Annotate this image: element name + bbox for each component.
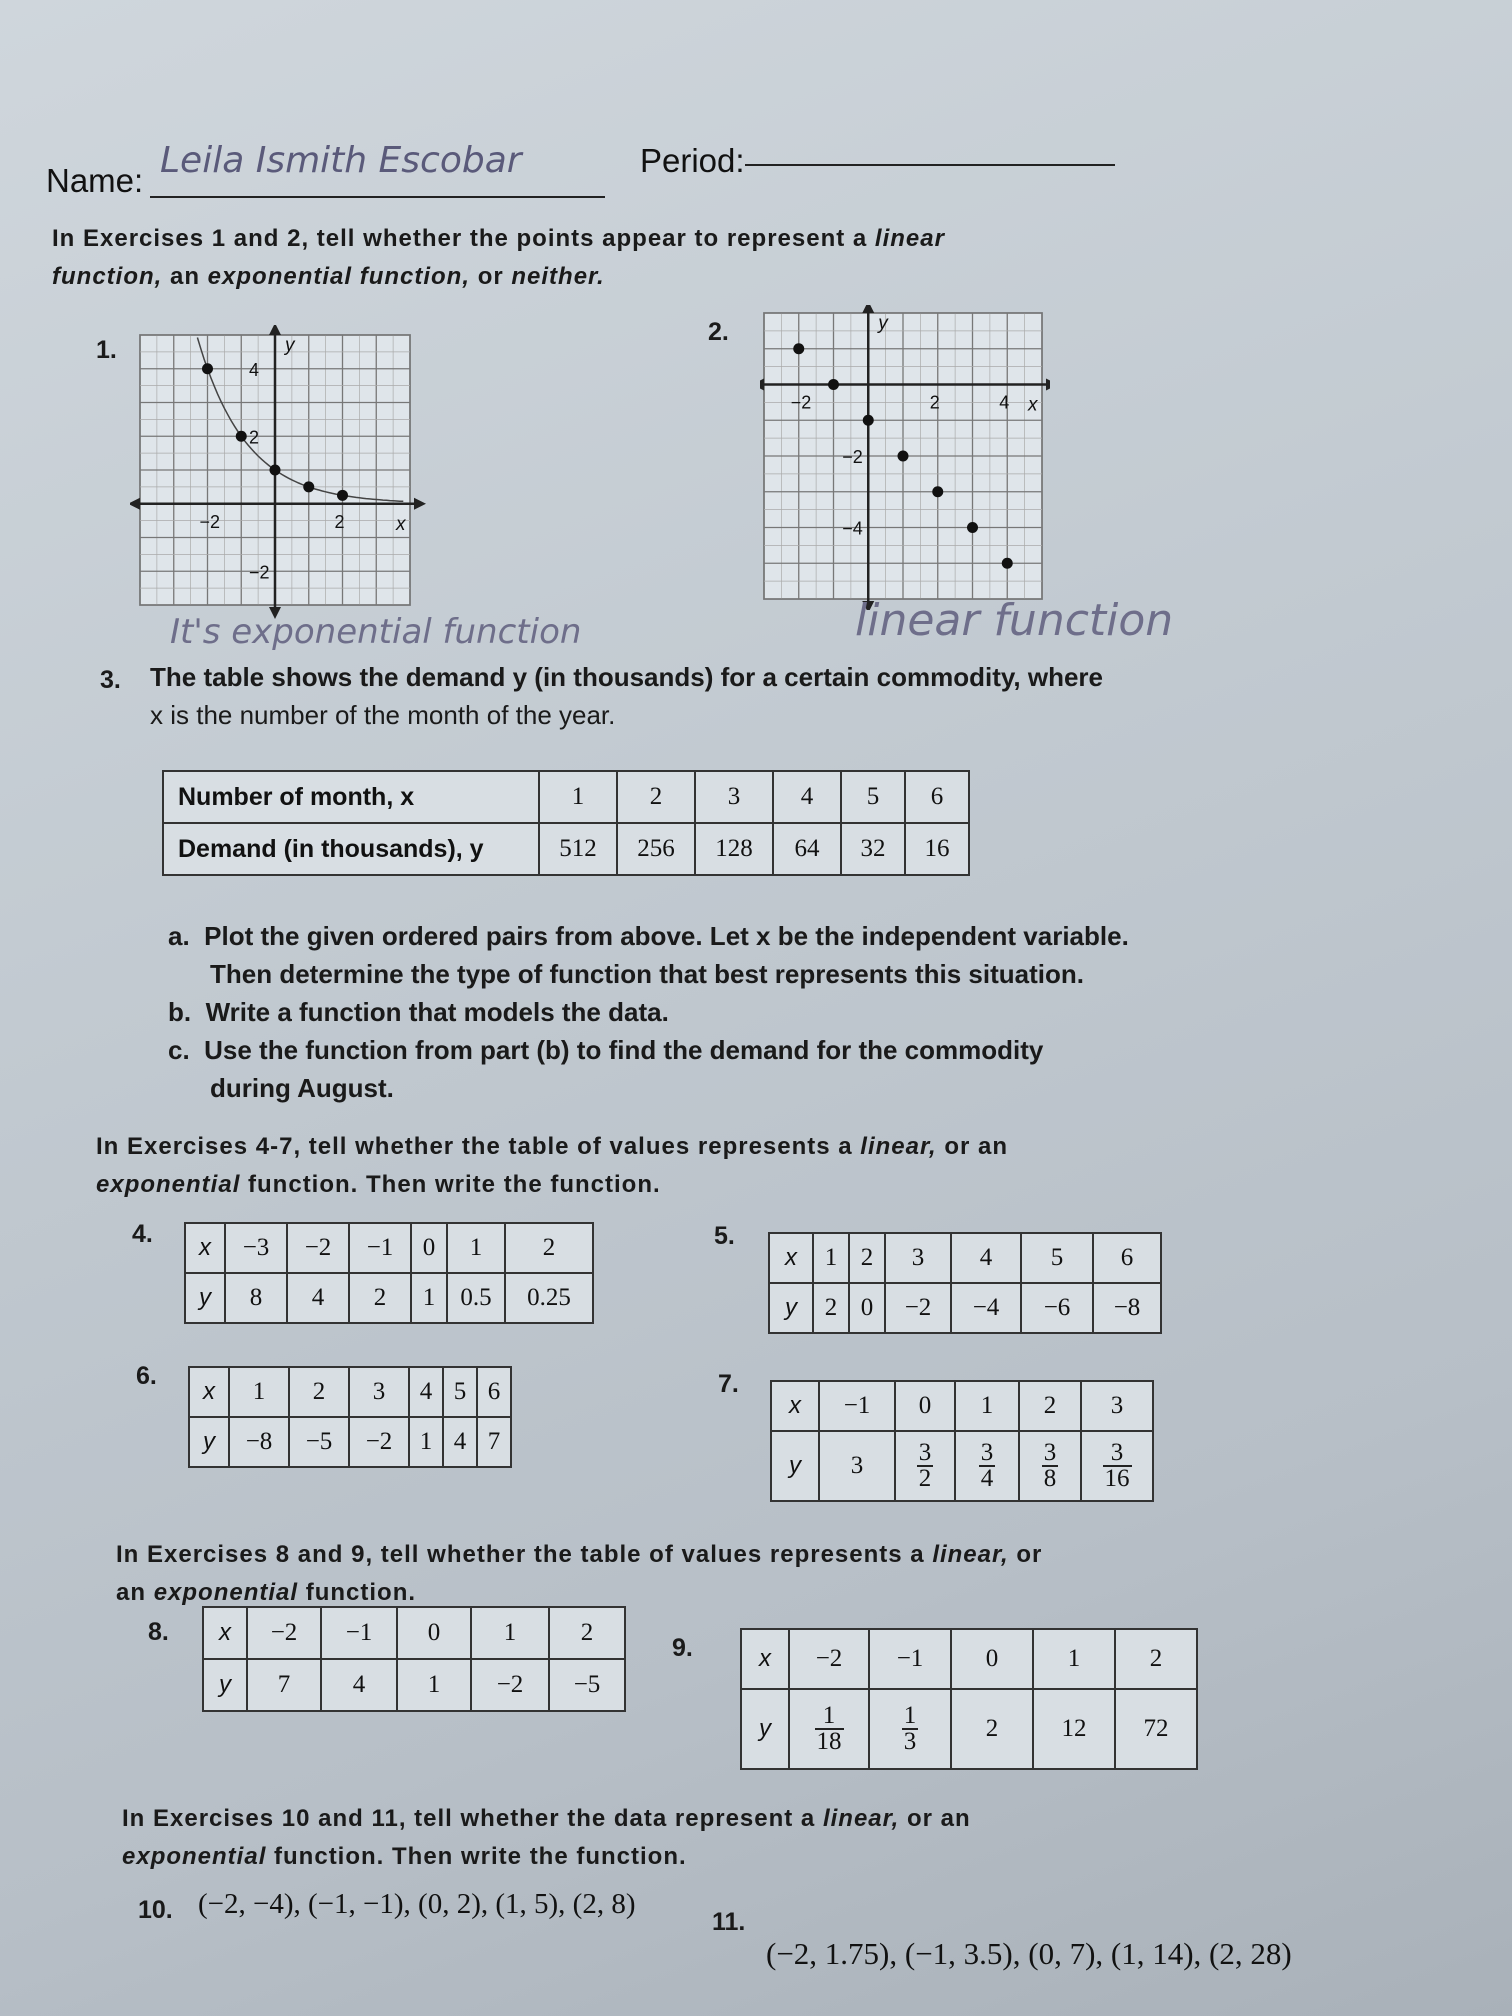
- ex8-table: [202, 1606, 626, 1712]
- ex6-x-cell: 3: [349, 1367, 409, 1417]
- ex8-x-cell: 0: [397, 1607, 471, 1659]
- ex8-x-cell: −1: [321, 1607, 397, 1659]
- data-point: [236, 431, 247, 442]
- ex1-number: 1.: [96, 336, 117, 364]
- x-axis-arrow: [130, 498, 140, 510]
- ex6-y-cell: 4: [443, 1417, 477, 1467]
- ex9-y-cell: [789, 1689, 869, 1769]
- instructions-ex4-7: In Exercises 4-7, tell whether the table of values represents a linear, or an exponential function. Then write the function.: [96, 1133, 1009, 1198]
- ex5-x-cell: 3: [885, 1233, 951, 1283]
- ex3-x-cell: 1: [539, 771, 617, 823]
- ex8-x-cell: −2: [247, 1607, 321, 1659]
- ex4-y-cell: 2: [349, 1273, 411, 1323]
- ex6-x-cell: 6: [477, 1367, 511, 1417]
- data-point: [898, 451, 909, 462]
- ex4-row-y: [185, 1273, 593, 1323]
- ex7-y-cell: 3: [819, 1431, 895, 1501]
- tick-label: 4: [999, 392, 1010, 413]
- ex6-x-cell: 4: [409, 1367, 443, 1417]
- ex4-number: 4.: [132, 1220, 153, 1248]
- tick-label: 2: [929, 392, 940, 413]
- ex3-part-c: c. Use the function from part (b) to find the demand for the commodity: [168, 1035, 1044, 1065]
- x-axis-label: x: [396, 513, 406, 535]
- ex6-table: [188, 1366, 512, 1468]
- ex9-y-cell: 2: [951, 1689, 1033, 1769]
- data-point: [932, 486, 943, 497]
- ex7-y-cell: [1019, 1431, 1081, 1501]
- ex3-row-y: [163, 823, 969, 875]
- ex5-y-cell: 0: [849, 1283, 885, 1333]
- ex3-y-cell: 64: [773, 823, 841, 875]
- ex3-row-x-label: Number of month, x: [163, 771, 539, 823]
- ex6-y-cell: 7: [477, 1417, 511, 1467]
- ex5-x-label: x: [769, 1233, 813, 1283]
- ex5-x-cell: 4: [951, 1233, 1021, 1283]
- ex6-row-y: [189, 1417, 511, 1467]
- x-axis-arrow: [414, 498, 426, 510]
- ex6-y-cell: −8: [229, 1417, 289, 1467]
- fraction: $\frac{3}{16}$: [1104, 1439, 1130, 1492]
- ex7-x-cell: −1: [819, 1381, 895, 1431]
- ex3-parts: [168, 917, 1288, 1107]
- ex3-y-cell: 512: [539, 823, 617, 875]
- ex4-table: [184, 1222, 594, 1324]
- data-point: [1002, 558, 1013, 569]
- tick-label: −2: [790, 392, 812, 413]
- ex8-y-label: y: [203, 1659, 247, 1711]
- ex8-x-cell: 2: [549, 1607, 625, 1659]
- ex7-number: 7.: [718, 1370, 739, 1398]
- ex8-x-label: x: [203, 1607, 247, 1659]
- x-axis-arrow: [1046, 379, 1050, 391]
- ex3-table: [162, 770, 970, 876]
- ex1-graph: [130, 325, 470, 625]
- ex3-part-c-cont: during August.: [210, 1073, 394, 1103]
- fraction: $\frac{3}{8}$: [1043, 1439, 1057, 1492]
- ex8-row-y: [203, 1659, 625, 1711]
- ex2-number: 2.: [708, 318, 729, 346]
- y-axis-arrow: [269, 325, 281, 335]
- ex4-row-x: [185, 1223, 593, 1273]
- ex9-x-cell: 0: [951, 1629, 1033, 1689]
- ex7-x-label: x: [771, 1381, 819, 1431]
- period-underline: [745, 164, 1115, 166]
- ex5-y-cell: −6: [1021, 1283, 1093, 1333]
- ex6-x-label: x: [189, 1367, 229, 1417]
- data-point: [303, 481, 314, 492]
- ex10-number: 10.: [138, 1896, 173, 1924]
- ex6-y-label: y: [189, 1417, 229, 1467]
- ex4-y-label: y: [185, 1273, 225, 1323]
- ex4-x-cell: 1: [447, 1223, 505, 1273]
- ex4-y-cell: 0.25: [505, 1273, 593, 1323]
- fraction: $\frac{1}{18}$: [816, 1702, 842, 1755]
- ex5-y-cell: 2: [813, 1283, 849, 1333]
- ex3-prompt: The table shows the demand y (in thousands) for a certain commodity, where x is the number of the month of the year.: [150, 662, 1104, 730]
- instructions-ex1-2: In Exercises 1 and 2, tell whether the points appear to represent a linear function, an exponential function, or neither.: [52, 225, 945, 290]
- period-label: Period:: [640, 142, 745, 179]
- ex4-x-cell: −2: [287, 1223, 349, 1273]
- fraction: $\frac{3}{2}$: [918, 1439, 932, 1492]
- ex8-y-cell: −5: [549, 1659, 625, 1711]
- ex8-y-cell: 4: [321, 1659, 397, 1711]
- x-axis-label: x: [1028, 394, 1038, 416]
- ex4-y-cell: 1: [411, 1273, 447, 1323]
- ex4-x-cell: 2: [505, 1223, 593, 1273]
- ex7-x-cell: 0: [895, 1381, 955, 1431]
- ex7-y-cell: [1081, 1431, 1153, 1501]
- ex6-number: 6.: [136, 1362, 157, 1390]
- ex3-x-cell: 4: [773, 771, 841, 823]
- data-point: [337, 490, 348, 501]
- ex4-y-cell: 0.5: [447, 1273, 505, 1323]
- ex5-row-y: [769, 1283, 1161, 1333]
- instructions-ex8-9: In Exercises 8 and 9, tell whether the table of values represents a linear, or an exponential function.: [116, 1541, 1043, 1606]
- ex11-number: 11.: [712, 1908, 746, 1936]
- x-axis-arrow: [760, 379, 764, 391]
- fraction: $\frac{3}{4}$: [980, 1439, 994, 1492]
- tick-label: 4: [249, 359, 260, 380]
- ex7-row-x: [771, 1381, 1153, 1431]
- ex6-x-cell: 1: [229, 1367, 289, 1417]
- tick-label: −2: [249, 562, 270, 583]
- ex9-x-cell: −2: [789, 1629, 869, 1689]
- name-underline: [150, 196, 605, 198]
- ex3-part-a-cont: Then determine the type of function that best represents this situation.: [210, 959, 1084, 989]
- ex4-x-cell: −3: [225, 1223, 287, 1273]
- ex5-y-cell: −4: [951, 1283, 1021, 1333]
- ex7-y-cell: [955, 1431, 1019, 1501]
- ex9-y-cell: [869, 1689, 951, 1769]
- ex4-x-cell: 0: [411, 1223, 447, 1273]
- ex7-x-cell: 1: [955, 1381, 1019, 1431]
- ex3-row-x: [163, 771, 969, 823]
- ex7-row-y: [771, 1431, 1153, 1501]
- tick-label: −2: [842, 447, 863, 467]
- ex3-y-cell: 16: [905, 823, 969, 875]
- data-point: [793, 343, 804, 354]
- ex5-y-cell: −2: [885, 1283, 951, 1333]
- name-handwritten: Leila Ismith Escobar: [160, 140, 522, 181]
- ex3-y-cell: 32: [841, 823, 905, 875]
- data-point: [202, 363, 213, 374]
- ex8-y-cell: 7: [247, 1659, 321, 1711]
- ex11-data: (−2, 1.75), (−1, 3.5), (0, 7), (1, 14), (2, 28): [766, 1936, 1292, 1971]
- ex6-y-cell: −5: [289, 1417, 349, 1467]
- ex5-x-cell: 5: [1021, 1233, 1093, 1283]
- ex8-number: 8.: [148, 1618, 169, 1646]
- ex7-x-cell: 2: [1019, 1381, 1081, 1431]
- ex5-number: 5.: [714, 1222, 735, 1250]
- data-point: [828, 379, 839, 390]
- ex9-row-y: [741, 1689, 1197, 1769]
- ex6-x-cell: 2: [289, 1367, 349, 1417]
- ex7-x-cell: 3: [1081, 1381, 1153, 1431]
- ex3-x-cell: 5: [841, 771, 905, 823]
- ex8-y-cell: −2: [471, 1659, 549, 1711]
- ex1-handwritten-answer: It's exponential function: [170, 612, 582, 652]
- ex6-x-cell: 5: [443, 1367, 477, 1417]
- ex9-row-x: [741, 1629, 1197, 1689]
- ex4-x-label: x: [185, 1223, 225, 1273]
- ex2-graph: [760, 305, 1050, 610]
- ex5-y-label: y: [769, 1283, 813, 1333]
- ex9-x-cell: −1: [869, 1629, 951, 1689]
- ex4-y-cell: 8: [225, 1273, 287, 1323]
- ex5-row-x: [769, 1233, 1161, 1283]
- ex3-y-cell: 256: [617, 823, 695, 875]
- ex7-y-label: y: [771, 1431, 819, 1501]
- ex9-x-label: x: [741, 1629, 789, 1689]
- ex9-number: 9.: [672, 1634, 693, 1662]
- ex8-row-x: [203, 1607, 625, 1659]
- ex7-table: [770, 1380, 1154, 1502]
- tick-label: −4: [842, 518, 863, 539]
- ex9-y-cell: 72: [1115, 1689, 1197, 1769]
- data-point: [863, 415, 874, 426]
- ex5-table: [768, 1232, 1162, 1334]
- ex5-y-cell: −8: [1093, 1283, 1161, 1333]
- ex5-x-cell: 2: [849, 1233, 885, 1283]
- ex6-row-x: [189, 1367, 511, 1417]
- ex8-x-cell: 1: [471, 1607, 549, 1659]
- tick-label: −2: [199, 511, 221, 532]
- ex4-y-cell: 4: [287, 1273, 349, 1323]
- tick-label: 2: [334, 511, 345, 532]
- tick-label: 2: [249, 427, 260, 448]
- ex7-y-cell: [895, 1431, 955, 1501]
- data-point: [967, 522, 978, 533]
- ex9-table: [740, 1628, 1198, 1770]
- y-axis-label: y: [285, 335, 295, 356]
- ex2-handwritten-answer: linear function: [855, 595, 1174, 646]
- y-axis-label: y: [878, 313, 888, 334]
- y-axis-arrow: [862, 305, 874, 313]
- ex4-x-cell: −1: [349, 1223, 411, 1273]
- fraction: $\frac{1}{3}$: [903, 1702, 917, 1755]
- data-point: [270, 465, 281, 476]
- ex3-part-a: a. Plot the given ordered pairs from above. Let x be the independent variable.: [168, 921, 1129, 951]
- ex10-data: (−2, −4), (−1, −1), (0, 2), (1, 5), (2, 8): [198, 1888, 636, 1920]
- ex8-y-cell: 1: [397, 1659, 471, 1711]
- ex3-x-cell: 2: [617, 771, 695, 823]
- ex9-y-cell: 12: [1033, 1689, 1115, 1769]
- ex5-x-cell: 1: [813, 1233, 849, 1283]
- ex9-y-label: y: [741, 1689, 789, 1769]
- ex3-number: 3.: [100, 666, 121, 694]
- ex9-x-cell: 2: [1115, 1629, 1197, 1689]
- ex3-part-b: b. Write a function that models the data.: [168, 997, 669, 1027]
- ex6-y-cell: 1: [409, 1417, 443, 1467]
- ex9-x-cell: 1: [1033, 1629, 1115, 1689]
- instructions-ex10-11: In Exercises 10 and 11, tell whether the data represent a linear, or an exponential function. Then write the function.: [122, 1805, 971, 1870]
- ex3-x-cell: 6: [905, 771, 969, 823]
- ex3-row-y-label: Demand (in thousands), y: [163, 823, 539, 875]
- ex5-x-cell: 6: [1093, 1233, 1161, 1283]
- ex3-x-cell: 3: [695, 771, 773, 823]
- ex3-y-cell: 128: [695, 823, 773, 875]
- name-label: Name:: [46, 162, 144, 199]
- ex6-y-cell: −2: [349, 1417, 409, 1467]
